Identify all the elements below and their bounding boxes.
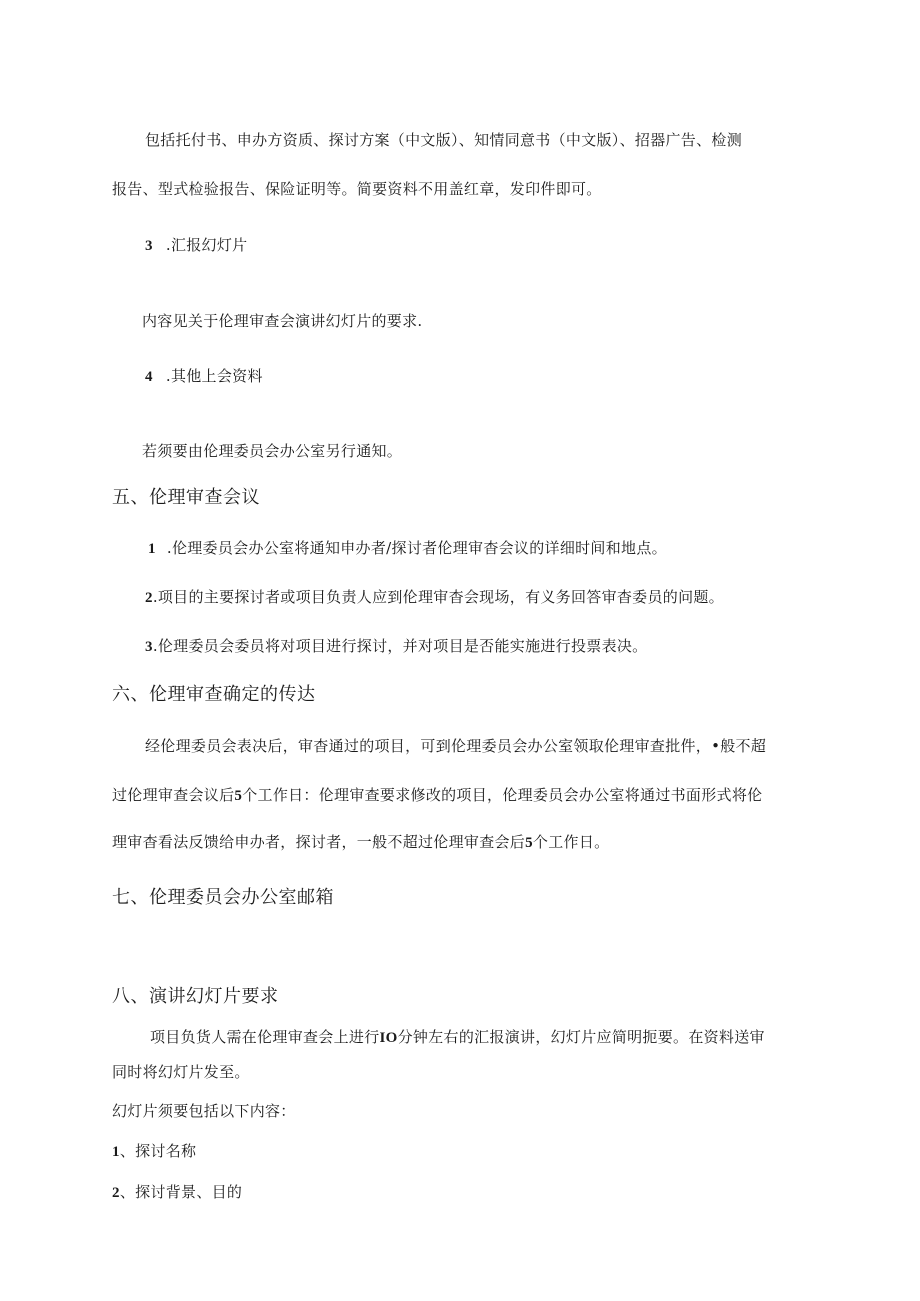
section5-item-1-text: .伦理委员会办公室将通知申办者/探讨者伦理审杳会议的详细时间和地点。 [166, 539, 667, 557]
section5-item-3-number: 3 [145, 639, 153, 655]
section6-heading: 六、伦理审查确定的传达 [112, 684, 316, 705]
section5-item-1-number: 1 [148, 541, 156, 557]
item3-title [145, 235, 247, 256]
section6-line2-a: 过伦理审查会议后 [112, 786, 235, 804]
item3-label: .汇报幻灯片 [165, 236, 248, 254]
section8-heading: 八、演讲幻灯片要求 [112, 986, 279, 1007]
item1-text-line2: 报告、型式检验报告、保险证明等。简要资料不用盖红章，发印件即可。 [112, 180, 602, 198]
section8-paragraph2: 幻灯片须要包括以下内容： [112, 1102, 296, 1120]
item4-text: 若须要由伦理委员会办公室另行通知。 [142, 442, 403, 460]
section8-list-item-1-number: 1 [112, 1144, 120, 1160]
section8-p1-minutes: IO [379, 1030, 398, 1046]
item4-number: 4 [145, 369, 153, 385]
section6-line1: 经伦理委员会表决后，审杳通过的项目，可到伦理委员会办公室领取伦理审查批件，•般不超 [145, 737, 767, 755]
item4-label: .其他上会资料 [165, 367, 263, 385]
section6-line3 [112, 832, 609, 853]
section8-paragraph1-line1 [150, 1027, 765, 1048]
section5-item-1 [148, 538, 667, 559]
section8-p1-a: 项目负货人需在伦理审查会上进行 [150, 1028, 380, 1046]
section7-heading: 七、伦理委员会办公室邮箱 [112, 887, 334, 908]
section5-item-3-text: .伦理委员会委员将对项目进行探讨，并对项目是否能实施进行投票表决。 [152, 637, 648, 655]
section5-item-2 [145, 587, 724, 608]
item3-number: 3 [145, 238, 153, 254]
section6-line3-a: 理审杳看法反馈给申办者，探讨者，一般不超过伦理审查会后 [112, 833, 526, 851]
section8-list-item-2-text: 、探讨背景、目的 [119, 1183, 243, 1201]
section8-list-item-2-number: 2 [112, 1185, 120, 1201]
item3-text: 内容见关于伦理审查会演讲幻灯片的要求. [142, 312, 423, 330]
section6-line2 [112, 785, 762, 806]
section6-line2-days: 5 [234, 788, 243, 804]
section8-list-item-1 [112, 1141, 196, 1162]
section6-line3-days: 5 [525, 835, 533, 851]
section8-paragraph1-line2: 同时将幻灯片发至。 [112, 1063, 250, 1081]
section5-item-2-text: .项目的主要探讨者或项目负责人应到伦理审杳会现场，有义务回答审杳委员的问题。 [152, 588, 724, 606]
section8-list-item-1-text: 、探讨名称 [119, 1142, 197, 1160]
item1-text-line1: 包括托付书、申办方资质、探讨方案（中文版）、知情同意书（中文版）、招器广告、检测 [145, 131, 743, 149]
item4-title [145, 366, 263, 387]
section8-p1-b: 分钟左右的汇报演讲，幻灯片应简明扼要。在资料送审 [397, 1028, 765, 1046]
section6-line2-b: 个工作日：伦理审查要求修改的项目，伦理委员会办公室将通过书面形式将伦 [242, 786, 763, 804]
section8-list-item-2 [112, 1182, 242, 1203]
section5-item-3 [145, 636, 647, 657]
section5-heading: 五、伦理审查会议 [112, 487, 260, 508]
section6-line3-b: 个工作日。 [532, 833, 610, 851]
section5-item-2-number: 2 [145, 590, 153, 606]
